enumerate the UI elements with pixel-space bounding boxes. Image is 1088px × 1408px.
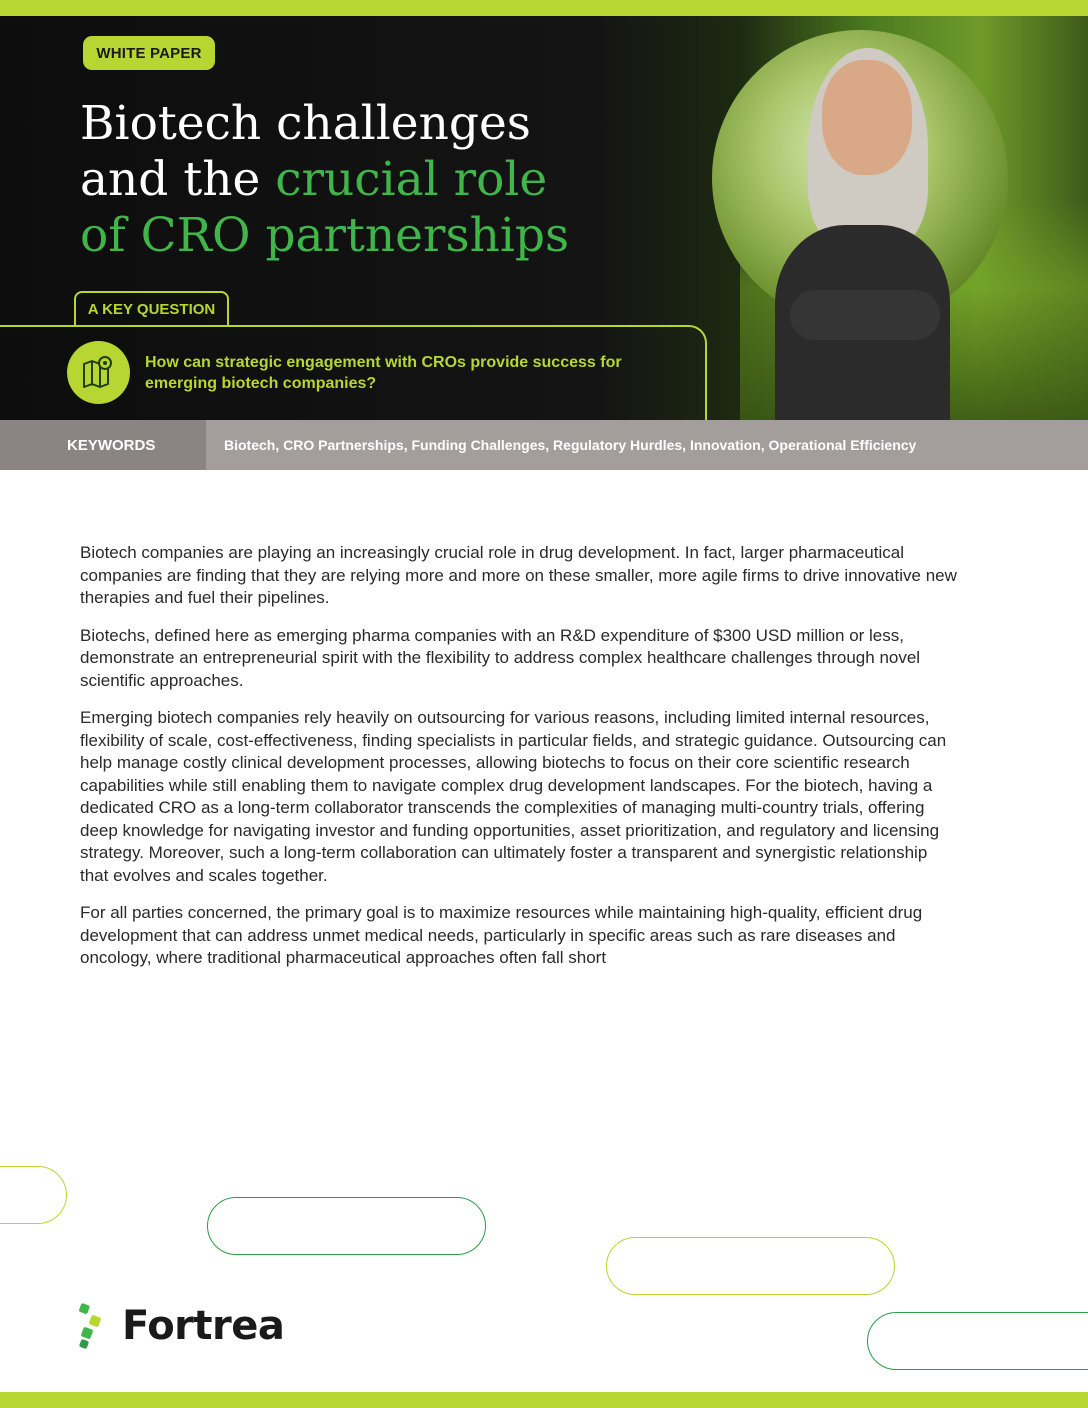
fortrea-logo (78, 1300, 284, 1352)
fortrea-logo-icon (78, 1302, 108, 1350)
document-type-badge: WHITE PAPER (83, 36, 215, 70)
keywords-list: Biotech, CRO Partnerships, Funding Challenges, Regulatory Hurdles, Innovation, Operational Efficiency (224, 437, 917, 453)
decorative-pill (207, 1197, 486, 1255)
page-title (80, 96, 700, 264)
bottom-accent-bar (0, 1392, 1088, 1408)
title-accent-2: of CRO partnerships (80, 208, 570, 263)
decorative-pill (0, 1166, 67, 1224)
decorative-pill (606, 1237, 895, 1295)
key-question-text: How can strategic engagement with CROs provide success for emerging biotech companies? (145, 354, 622, 392)
body-text (80, 542, 960, 985)
title-line-1: Biotech challenges (80, 96, 531, 151)
map-pin-icon (67, 341, 130, 404)
top-accent-bar (0, 0, 1088, 16)
key-question-tab: A KEY QUESTION (74, 291, 229, 325)
person-arms (790, 290, 940, 340)
paragraph: Biotech companies are playing an increasingly crucial role in drug development. In fact, larger pharmaceutical companies are finding that they are relying more and more on these smaller, more agile firms to drive innovative new therapies and fuel their pipelines. (80, 543, 957, 607)
paragraph: For all parties concerned, the primary goal is to maximize resources while maintaining high-quality, efficient drug development that can address unmet medical needs, particularly in specific areas such as rare diseases and oncology, where traditional pharmaceutical approaches often fall short (80, 903, 923, 967)
title-accent-1: crucial role (275, 152, 548, 207)
keywords-label: KEYWORDS (0, 420, 206, 470)
title-line-2: and the (80, 152, 276, 207)
paragraph: Emerging biotech companies rely heavily on outsourcing for various reasons, including limited internal resources, flexibility of scale, cost-effectiveness, finding specialists in particular fields, and strategic guidance. Outsourcing can help manage costly clinical development processes, allowing biotechs to focus on their core scientific research capabilities while still enabling them to navigate complex drug development landscapes. For the biotech, having a dedicated CRO as a long-term collaborator transcends the complexities of managing multi-country trials, offering deep knowledge for navigating investor and funding opportunities, asset prioritization, and regulatory and licensing strategy. Moreover, such a long-term collaboration can ultimately foster a transparent and synergistic relationship that evolves and scales together. (80, 708, 947, 885)
decorative-pill (867, 1312, 1088, 1370)
person-face (822, 60, 912, 175)
paragraph: Biotechs, defined here as emerging pharma companies with an R&D expenditure of $300 USD million or less, demonstrate an entrepreneurial spirit with the flexibility to address complex healthcare challenges through novel scientific approaches. (80, 625, 921, 690)
logo-wordmark: Fortrea (122, 1303, 285, 1349)
